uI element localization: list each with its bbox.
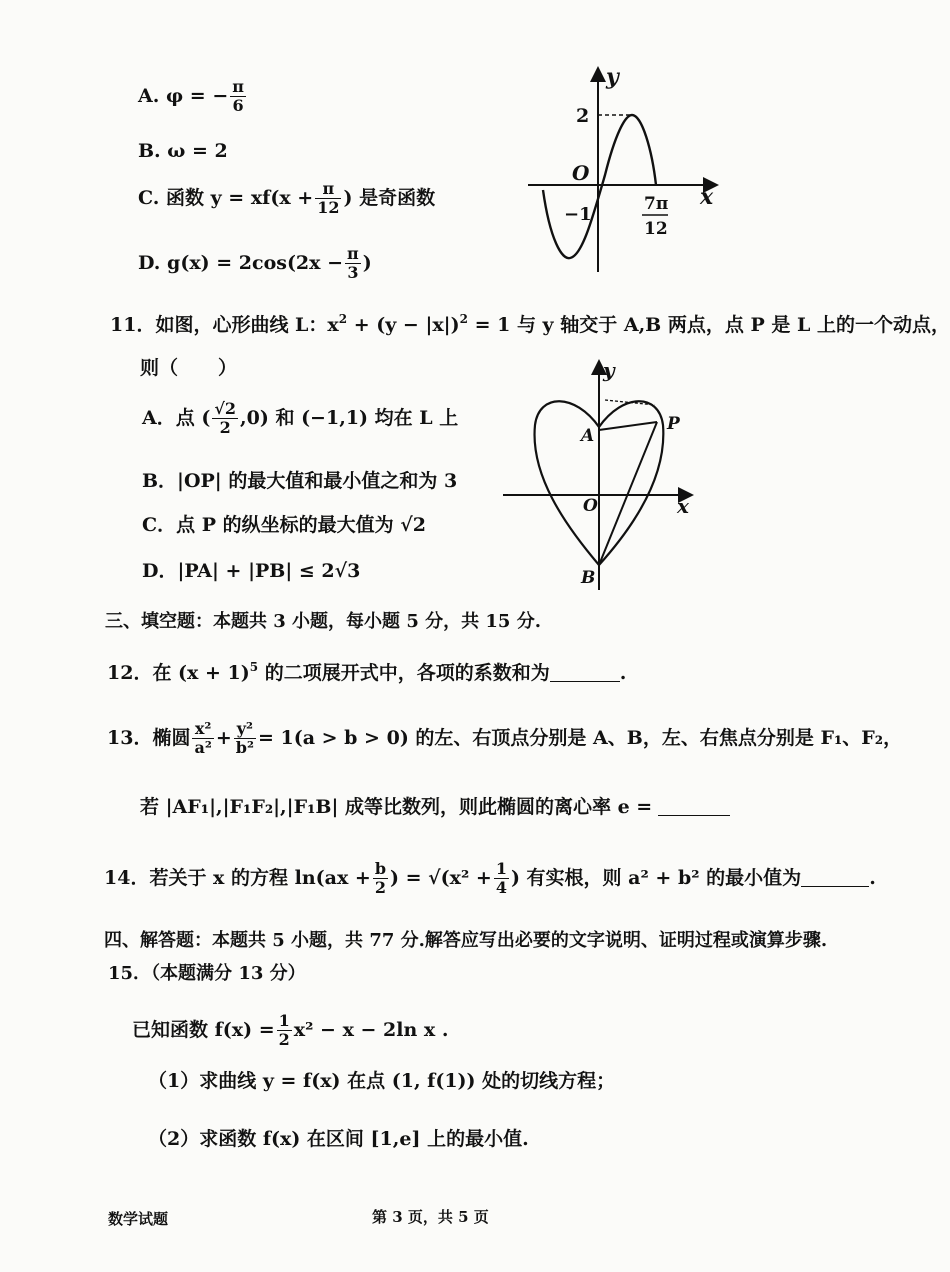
denominator: b² (235, 738, 254, 758)
y-axis-label: y (606, 64, 619, 90)
q13-label: 13．椭圆 (107, 726, 191, 749)
max-value-label: 2 (576, 105, 590, 127)
q15-title: 15．（本题满分 13 分） (108, 963, 306, 984)
q15-part2: （2）求函数 f(x) 在区间 [1,e] 上的最小值. (148, 1128, 529, 1150)
period: . (619, 662, 627, 684)
x-axis-label: x (677, 494, 689, 518)
period: . (869, 866, 876, 889)
point-b-label: B (581, 568, 596, 588)
q10-sine-graph (520, 60, 730, 285)
numerator: π (347, 244, 359, 263)
sine-curve (543, 115, 656, 258)
q13-text-end: = 1(a > b > 0) 的左、右顶点分别是 A、B，左、右焦点分别是 F₁、F₂， (257, 726, 903, 749)
q11-stem (110, 312, 950, 337)
q11-heart-graph (495, 355, 705, 600)
denominator: 2 (278, 1030, 290, 1050)
option-text-end: ,0) 和 (−1,1) 均在 L 上 (240, 406, 459, 429)
stem-text-end: = 1 与 y 轴交于 A,B 两点，点 P 是 L 上的一个动点， (467, 314, 950, 336)
section-3-heading: 三、填空题：本题共 3 小题，每小题 5 分，共 15 分. (105, 611, 541, 632)
given-text: 已知函数 f(x) = (132, 1018, 275, 1041)
footer-page-number: 第 3 页，共 5 页 (372, 1208, 489, 1226)
zero-denominator: 12 (644, 219, 668, 239)
section-4-heading: 四、解答题：本题共 5 小题，共 77 分.解答应写出必要的文字说明、证明过程或演算步骤. (104, 930, 828, 951)
q15-given (132, 1012, 448, 1050)
answer-blank[interactable] (550, 663, 620, 682)
q12-text: 12．在 (x + 1) (107, 662, 250, 684)
exponent: 5 (249, 660, 259, 674)
plus-sign: + (215, 726, 232, 749)
option-text: φ = − (165, 84, 229, 107)
q14-text: 14．若关于 x 的方程 ln(ax + (104, 866, 371, 889)
q13-text: 若 |AF₁|,|F₁F₂|,|F₁B| 成等比数列，则此椭圆的离心率 e = (140, 796, 653, 818)
q11-answer-paren (140, 357, 237, 380)
fraction (373, 860, 388, 898)
option-text: A．点 ( (142, 406, 211, 429)
fraction (494, 860, 509, 898)
q10-option-d (138, 245, 372, 283)
q11-option-c: C．点 P 的纵坐标的最大值为 √2 (142, 514, 426, 536)
numerator: √2 (214, 399, 237, 418)
numerator: b (374, 859, 386, 878)
fraction (315, 180, 341, 218)
point-p-label: P (667, 414, 680, 434)
stem-text: 11．如图，心形曲线 L：x (110, 314, 339, 336)
option-text-end: ) 是奇函数 (343, 186, 436, 209)
fraction (234, 720, 256, 758)
q14-text-end: ) 有实根，则 a² + b² 的最小值为 (510, 866, 802, 889)
numerator: 1 (278, 1011, 290, 1030)
option-text: g(x) = 2cos(2x − (167, 251, 344, 274)
denominator: 3 (347, 263, 359, 283)
denominator: 6 (232, 96, 244, 116)
option-label: D. (138, 251, 161, 274)
option-label: A. (138, 84, 160, 107)
q11-option-a (142, 400, 458, 438)
numerator: y² (234, 720, 256, 739)
zero-numerator: 7π (644, 194, 669, 214)
option-label: C. (138, 186, 160, 209)
q11-option-b: B．|OP| 的最大值和最小值之和为 3 (142, 470, 458, 492)
denominator: a² (194, 738, 212, 758)
origin-label: O (583, 496, 598, 516)
denominator: 4 (495, 878, 507, 898)
origin-label: O (572, 161, 590, 185)
numerator: π (315, 180, 341, 199)
footer-subject: 数学试题 (108, 1210, 169, 1228)
q11-option-d: D．|PA| + |PB| ≤ 2√3 (142, 560, 361, 582)
q13-line1 (107, 720, 902, 758)
point-a-label: A (581, 426, 595, 446)
q10-option-c (138, 180, 435, 218)
q10-option-b: B. ω = 2 (138, 140, 228, 162)
paren-open: 则（ (140, 357, 179, 379)
x-axis-label: x (700, 184, 714, 210)
q12 (107, 660, 626, 685)
given-text-end: x² − x − 2ln x . (293, 1018, 449, 1041)
answer-blank[interactable] (658, 797, 730, 816)
fraction (277, 1012, 292, 1050)
numerator: x² (192, 720, 213, 739)
option-text-end: ) (362, 251, 372, 274)
numerator: 1 (495, 859, 507, 878)
stem-text-mid: + (y − |x|) (347, 314, 460, 336)
denominator: 2 (374, 878, 386, 898)
fraction (212, 400, 238, 438)
y-axis-label: y (603, 358, 615, 382)
fraction (345, 245, 361, 283)
fraction (230, 78, 246, 116)
q12-text-end: 的二项展开式中，各项的系数和为 (258, 662, 550, 684)
q14-text-mid: ) = √(x² + (390, 866, 492, 889)
exponent: 2 (459, 312, 468, 326)
q10-option-a (138, 78, 248, 116)
numerator: π (232, 77, 244, 96)
q13-line2 (140, 796, 730, 819)
answer-blank[interactable] (801, 868, 869, 887)
denominator: 12 (317, 198, 340, 218)
denominator: 2 (219, 418, 231, 438)
min-value-label: −1 (564, 204, 592, 225)
option-text: 函数 y = xf(x + (166, 186, 314, 209)
exponent: 2 (338, 312, 348, 326)
q15-part1: （1）求曲线 y = f(x) 在点 (1, f(1)) 处的切线方程； (148, 1070, 616, 1092)
fraction (192, 720, 213, 758)
paren-close: ） (218, 357, 238, 379)
q14 (104, 860, 876, 898)
segment-pa (599, 422, 657, 430)
